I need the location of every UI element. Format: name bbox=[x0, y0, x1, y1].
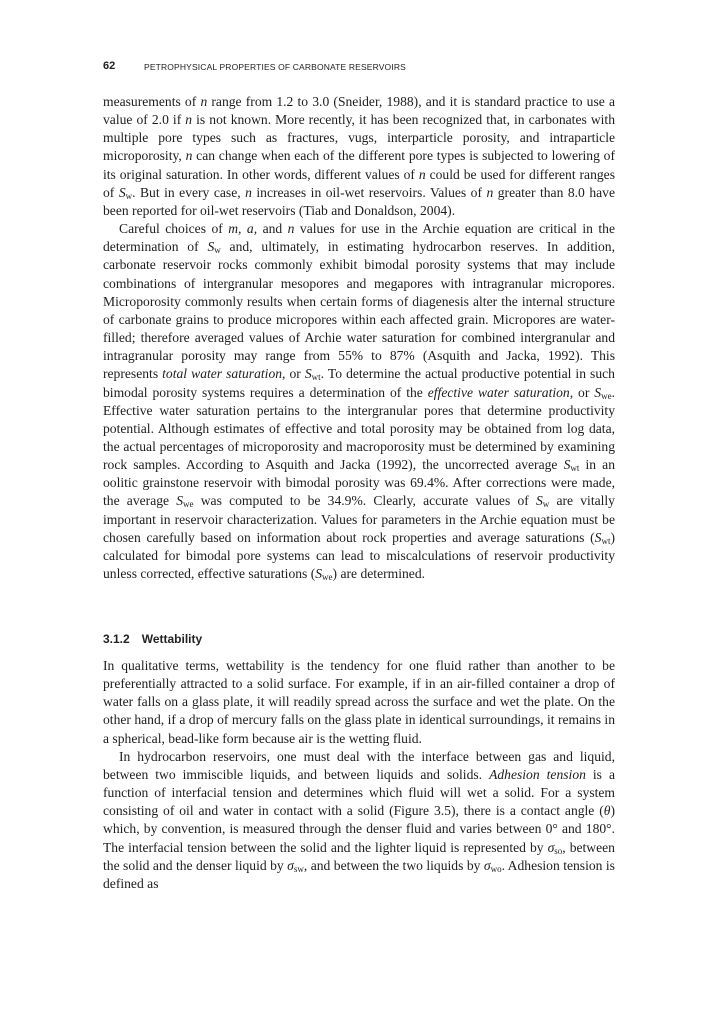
running-header bbox=[103, 62, 618, 78]
paragraph-1: measurements of n range from 1.2 to 3.0 (Sneider, 1988), and it is standard practice to use a value of 2.0 if n is not known. More recently, it has been recognized that, in carbonates with multiple pore types such as fractures, vugs, interparticle porosity, and intraparticle microporosity, n can change when each of the different pore types is subjected to lowering of its original saturation. In other words, different values of n could be used for different ranges of $S_w$. But in every case, n increases in oil-wet reservoirs. Values of n greater than 8.0 have been reported for oil-wet reservoirs (Tiab and Donaldson, 2004). bbox=[103, 94, 616, 218]
running-title: PETROPHYSICAL PROPERTIES OF CARBONATE RESERVOIRS bbox=[144, 62, 406, 72]
body-text-upper bbox=[103, 93, 615, 583]
paragraph-3: In qualitative terms, wettability is the tendency for one fluid rather than another to be preferentially attracted to a solid surface. For example, if in an air-filled container a drop of water falls on a glass plate, it will readily spread across the surface and wet the plate. On the other hand, if a drop of mercury falls on the glass plate in identical surroundings, it remains in a spherical, bead-like form because air is the wetting fluid. bbox=[103, 658, 615, 746]
page-number: 62 bbox=[103, 60, 116, 72]
body-text-lower bbox=[103, 657, 615, 893]
paragraph-2: Careful choices of m, a, and n values for use in the Archie equation are critical in the determination of $S_w$ and, ultimately, in estimating hydrocarbon reserves. In addition, carbonate reservoir rocks commonly exhibit bimodal porosity systems that may include combinations of intergranular mesopores and megapores with intragranular micropores. Microporosity commonly results when certain forms of diagenesis alter the internal structure of carbonate grains to produce micropores within each affected grain. Micropores are water-filled; therefore averaged values of Archie water saturation for combined intergranular and intragranular porosity may range from 55% to 87% (Asquith and Jacka, 1992). This represents total water saturation, or $S_{wt}$. To determine the actual productive potential in such bimodal porosity systems requires a determination of the effective water saturation, or $S_{we}$. Effective water saturation pertains to the intergranular pores that determine productivity potential. Although estimates of effective and total porosity may be obtained from log data, the actual percentages of microporosity and macroporosity must be determined by examining rock samples. According to Asquith and Jacka (1992), the uncorrected average $S_{wt}$ in an oolitic grainstone reservoir with bimodal porosity was 69.4%. After corrections were made, the average $S_{we}$ was computed to be 34.9%. Clearly, accurate values of $S_w$ are vitally important in reservoir characterization. Values for parameters in the Archie equation must be chosen carefully based on information about rock properties and average saturations $(S_{wt})$ calculated for bimodal pore systems can lead to miscalculations of reservoir productivity unless corrected, effective saturations $(S_{we})$ are determined. bbox=[103, 221, 616, 583]
section-title: Wettability bbox=[141, 632, 203, 646]
section-number: 3.1.2 bbox=[103, 632, 130, 646]
section-heading bbox=[103, 632, 615, 646]
paragraph-4: In hydrocarbon reservoirs, one must deal with the interface between gas and liquid, between two immiscible liquids, and between liquids and solids. Adhesion tension is a function of interfacial tension and determines which fluid will wet a solid. For a system consisting of oil and water in contact with a solid (Figure 3.5), there is a contact angle (θ) which, by convention, is measured through the denser fluid and varies between 0° and 180°. The interfacial tension between the solid and the lighter liquid is represented by $\sigma_{so}$, between the solid and the denser liquid by $\sigma_{sw}$, and between the two liquids by $\sigma_{wo}$. Adhesion tension is defined as bbox=[103, 748, 615, 891]
